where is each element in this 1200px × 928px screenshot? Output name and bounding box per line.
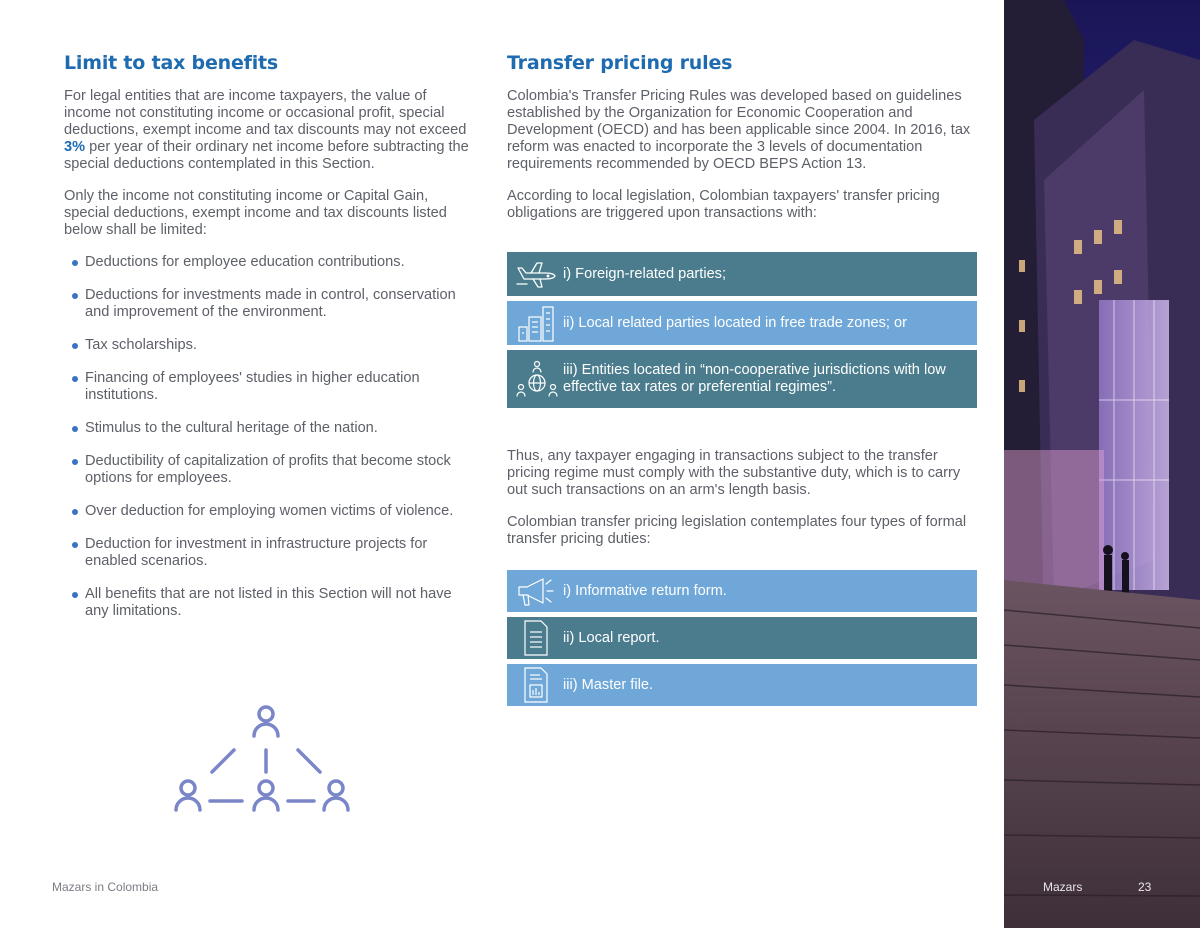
megaphone-icon (515, 571, 559, 611)
list-item: Deductions for investments made in control, conservation and improvement of the environment. (64, 287, 474, 321)
bullet-icon (72, 426, 78, 432)
bullet-icon (72, 542, 78, 548)
duties-list (507, 570, 977, 706)
trigger-foreign-parties: i) Foreign-related parties; (507, 252, 977, 296)
footer-brand: Mazars (1043, 880, 1083, 894)
tax-benefits-list-intro: Only the income not constituting income or Capital Gain, special deductions, exempt income and tax discounts listed below shall be limited: (64, 188, 447, 238)
people-network-icon (168, 700, 358, 820)
document-icon (515, 618, 559, 658)
airplane-icon (515, 254, 559, 294)
list-item: Tax scholarships. (64, 337, 474, 354)
bullet-icon (72, 343, 78, 349)
building-photo (1004, 0, 1200, 928)
trigger-local-free-zones: ii) Local related parties located in free trade zones; or (507, 301, 977, 345)
tax-benefits-heading: Limit to tax benefits (64, 52, 279, 74)
list-item: Deductibility of capitalization of profits that become stock options for employees. (64, 453, 474, 487)
duty-informative-return: i) Informative return form. (507, 570, 977, 612)
intro-text-a: For legal entities that are income taxpayers, the value of income not constituting income or occasional profit, special deductions, exempt income and tax discounts may not exceed (64, 88, 467, 138)
footer-section-label: Mazars in Colombia (52, 880, 159, 894)
page-number: 23 (1138, 880, 1152, 894)
trigger-non-cooperative-jurisdictions: iii) Entities located in “non-cooperative jurisdictions with low effective tax rates or preferential regimes”. (507, 350, 977, 408)
globe-people-icon (515, 359, 559, 399)
tax-benefits-intro (64, 88, 474, 173)
trigger-list (507, 252, 977, 408)
chart-document-icon (515, 665, 559, 705)
bullet-icon (72, 293, 78, 299)
transfer-pricing-intro: Colombia's Transfer Pricing Rules was developed based on guidelines established by the Organization for Economic Cooperation and Development (OECD) and has been applicable since 2004. In 2016, tax reform was enacted to incorporate the 3 levels of documentation requirements recommended by OECD BEPS Action 13. (507, 88, 971, 172)
bullet-icon (72, 260, 78, 266)
duty-local-report: ii) Local report. (507, 617, 977, 659)
right-column (507, 52, 977, 711)
left-column (64, 52, 474, 636)
list-item: All benefits that are not listed in this Section will not have any limitations. (64, 586, 474, 620)
list-item: Stimulus to the cultural heritage of the nation. (64, 420, 474, 437)
list-item: Financing of employees' studies in higher education institutions. (64, 370, 474, 404)
list-item: Deduction for investment in infrastructure projects for enabled scenarios. (64, 536, 474, 570)
transfer-pricing-triggers-intro: According to local legislation, Colombian taxpayers' transfer pricing obligations are triggered upon transactions with: (507, 188, 940, 221)
buildings-icon (515, 303, 559, 343)
bullet-icon (72, 459, 78, 465)
percent-highlight: 3% (64, 139, 86, 155)
formal-duties-intro: Colombian transfer pricing legislation contemplates four types of formal transfer pricing duties: (507, 514, 967, 547)
list-item: Over deduction for employing women victims of violence. (64, 503, 474, 520)
bullet-icon (72, 376, 78, 382)
benefits-list (64, 254, 474, 620)
list-item: Deductions for employee education contributions. (64, 254, 474, 271)
transfer-pricing-heading: Transfer pricing rules (507, 52, 733, 74)
duty-master-file: iii) Master file. (507, 664, 977, 706)
bullet-icon (72, 592, 78, 598)
intro-text-b: per year of their ordinary net income before subtracting the special deductions contemplated in this Section. (64, 139, 469, 172)
arms-length-paragraph: Thus, any taxpayer engaging in transactions subject to the transfer pricing regime must comply with the substantive duty, which is to carry out such transactions on an arm's length basis. (507, 448, 961, 498)
bullet-icon (72, 509, 78, 515)
